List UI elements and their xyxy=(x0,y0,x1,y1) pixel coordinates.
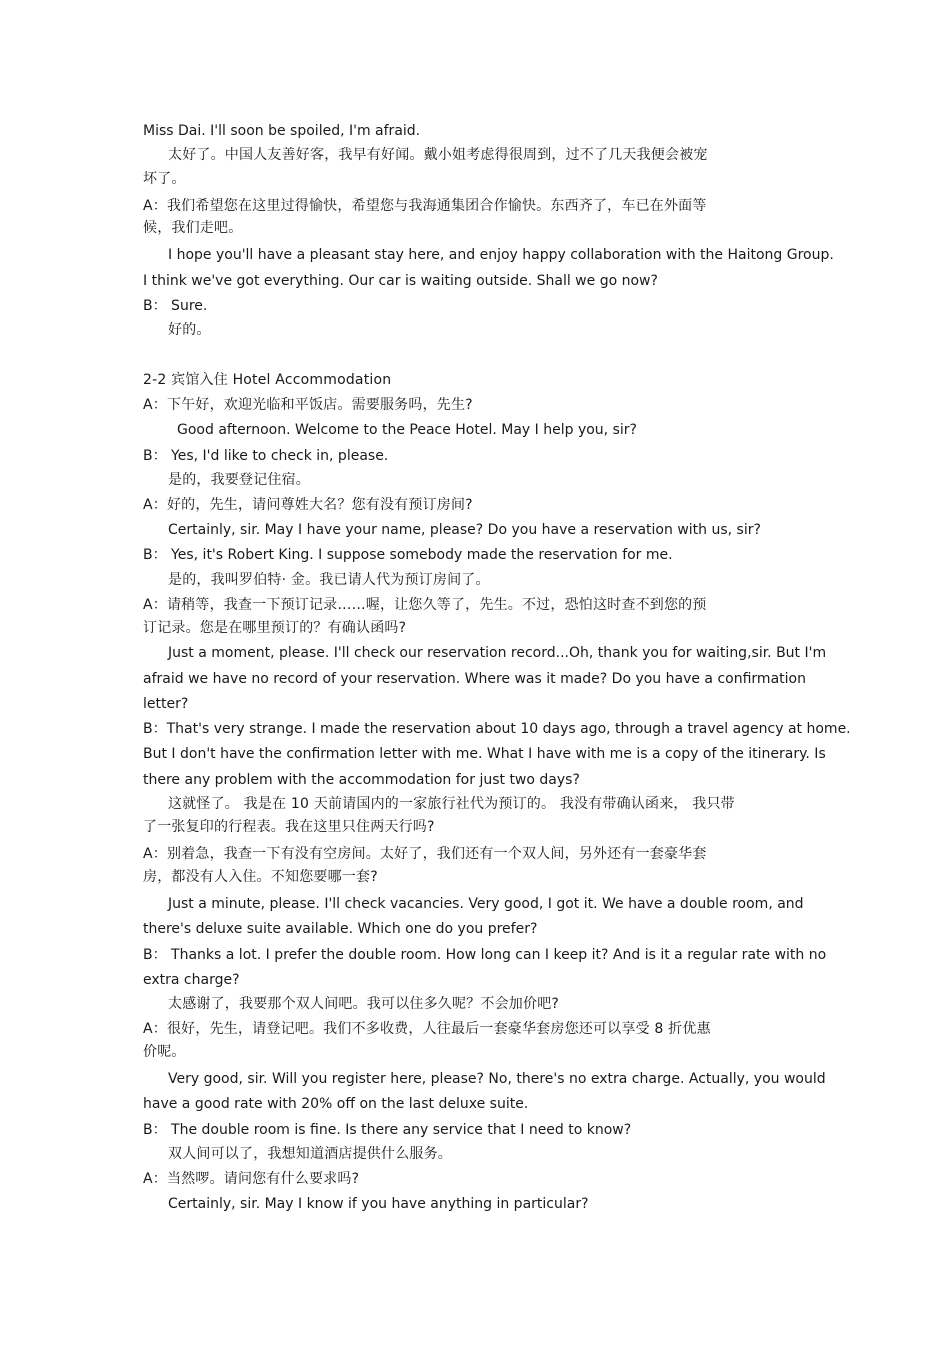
text-line: A：下午好，欢迎光临和平饭店。需要服务吗，先生? xyxy=(143,397,473,413)
text-line: Very good, sir. Will you register here, please? No, there's no extra charge. Actually, you would xyxy=(168,1071,826,1087)
text-line: Just a moment, please. I'll check our reservation record...Oh, thank you for waiting,sir. But I'm xyxy=(168,645,827,661)
text-line: afraid we have no record of your reservation. Where was it made? Do you have a confirmation xyxy=(143,671,806,687)
text-line: Just a minute, please. I'll check vacancies. Very good, I got it. We have a double room, and xyxy=(168,896,804,912)
text-line: B：That's very strange. I made the reservation about 10 days ago, through a travel agency at home. xyxy=(143,721,851,737)
text-line: 房，都没有人入住。不知您要哪一套? xyxy=(143,869,378,885)
text-line: Good afternoon. Welcome to the Peace Hotel. May I help you, sir? xyxy=(177,422,637,438)
text-line: letter? xyxy=(143,696,189,712)
text-line: B： Yes, I'd like to check in, please. xyxy=(143,448,389,464)
text-line: A：当然啰。请问您有什么要求吗? xyxy=(143,1171,360,1187)
text-line: Certainly, sir. May I have your name, please? Do you have a reservation with us, sir? xyxy=(168,522,761,538)
text-line: 了一张复印的行程表。我在这里只住两天行吗? xyxy=(143,819,435,835)
text-line: Miss Dai. I'll soon be spoiled, I'm afraid. xyxy=(143,123,421,139)
text-line: A：好的，先生，请问尊姓大名？您有没有预订房间? xyxy=(143,497,473,513)
text-line: extra charge? xyxy=(143,972,240,988)
text-line: A：别着急，我查一下有没有空房间。太好了，我们还有一个双人间，另外还有一套豪华套 xyxy=(143,846,707,862)
text-line: But I don't have the confirmation letter with me. What I have with me is a copy of the itinerary. Is xyxy=(143,746,826,762)
text-line: 订记录。您是在哪里预订的？有确认函吗? xyxy=(143,620,407,636)
text-line: 是的，我要登记住宿。 xyxy=(168,472,310,488)
text-line: B： Yes, it's Robert King. I suppose somebody made the reservation for me. xyxy=(143,547,673,563)
text-line: B： Sure. xyxy=(143,298,208,314)
text-line: B： The double room is fine. Is there any service that I need to know? xyxy=(143,1122,632,1138)
text-line: 价呢。 xyxy=(143,1044,186,1060)
text-line: 是的，我叫罗伯特· 金。我已请人代为预订房间了。 xyxy=(168,572,490,588)
text-line: 双人间可以了，我想知道酒店提供什么服务。 xyxy=(168,1146,452,1162)
text-line: A：请稍等，我查一下预订记录……喔，让您久等了，先生。不过，恐怕这时查不到您的预 xyxy=(143,597,707,613)
text-line: 这就怪了。 我是在 10 天前请国内的一家旅行社代为预订的。 我没有带确认函来， 我只带 xyxy=(168,796,735,812)
text-line: A：很好，先生，请登记吧。我们不多收费，人往最后一套豪华套房您还可以享受 8 折优惠 xyxy=(143,1021,711,1037)
text-line: 候，我们走吧。 xyxy=(143,220,243,236)
text-line: 太感谢了，我要那个双人间吧。我可以住多久呢？不会加价吧? xyxy=(168,996,560,1012)
text-line: B： Thanks a lot. I prefer the double room. How long can I keep it? And is it a regular rate with no xyxy=(143,947,827,963)
text-line: A：我们希望您在这里过得愉快，希望您与我海通集团合作愉快。东西齐了，车已在外面等 xyxy=(143,198,707,214)
text-line: there's deluxe suite available. Which one do you prefer? xyxy=(143,921,538,937)
text-line: have a good rate with 20% off on the last deluxe suite. xyxy=(143,1096,529,1112)
text-line: I hope you'll have a pleasant stay here, and enjoy happy collaboration with the Haitong Group. xyxy=(168,247,834,263)
text-line: 太好了。中国人友善好客，我早有好闻。戴小姐考虑得很周到，过不了几天我便会被宠 xyxy=(168,147,708,163)
text-line: 好的。 xyxy=(168,322,211,338)
text-line: 坏了。 xyxy=(143,171,186,187)
text-line: there any problem with the accommodation for just two days? xyxy=(143,772,580,788)
text-line: Certainly, sir. May I know if you have anything in particular? xyxy=(168,1196,589,1212)
text-line: I think we've got everything. Our car is waiting outside. Shall we go now? xyxy=(143,273,658,289)
section-heading: 2-2 宾馆入住 Hotel Accommodation xyxy=(143,372,392,388)
